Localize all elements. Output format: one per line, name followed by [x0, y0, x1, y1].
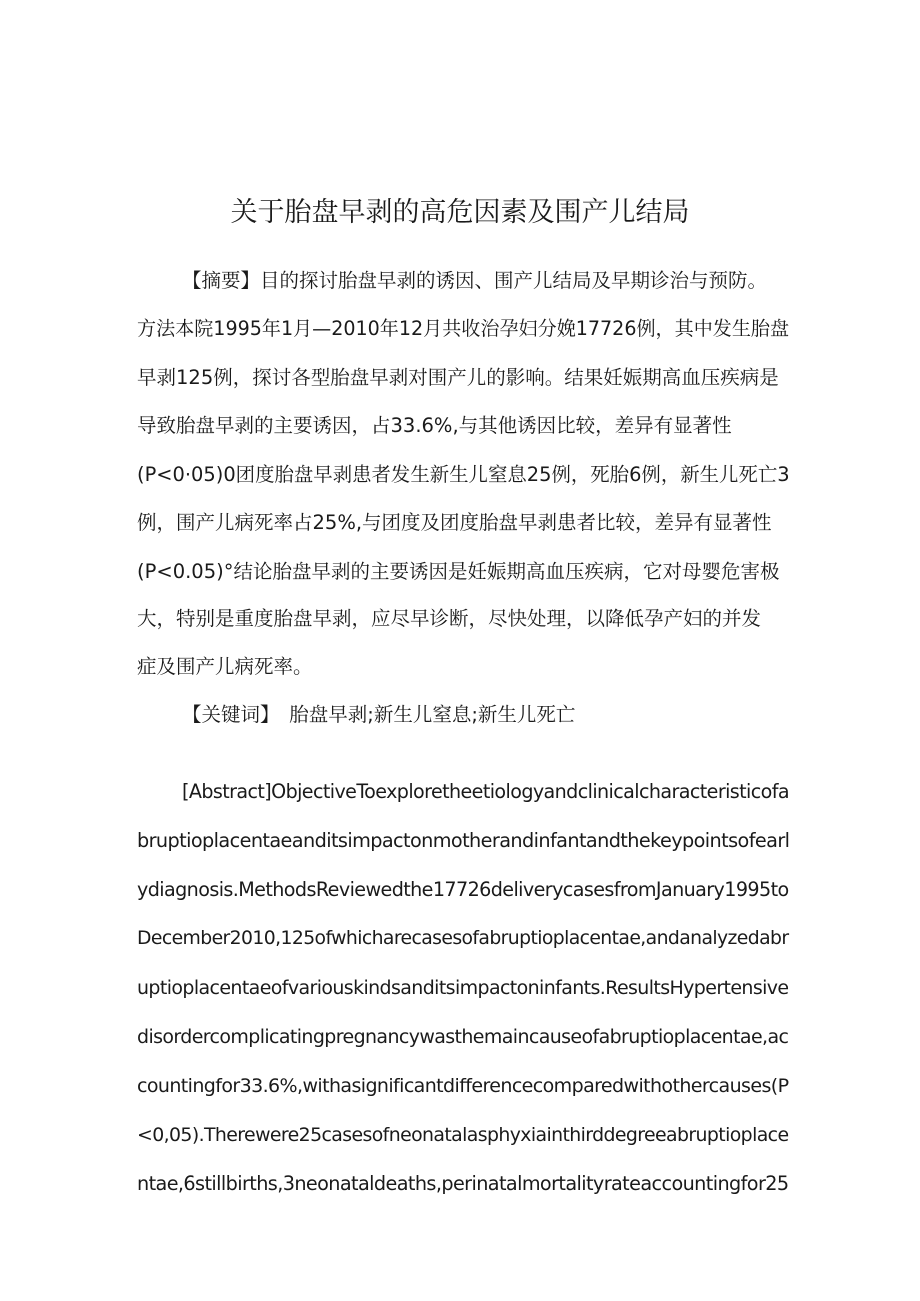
abstract-en-line: <0,05).Therewere25casesofneonatalasphyxiainthirddegreeabruptioplace: [137, 1124, 789, 1146]
page-title: 关于胎盘早剥的高危因素及围产儿结局: [230, 197, 690, 228]
abstract-cn-line: (P<0·05)0团度胎盘早剥患者发生新生儿窒息25例，死胎6例，新生儿死亡3: [137, 463, 790, 486]
abstract-en-line: ntae,6stillbirths,3neonataldeaths,perinatalmortalityrateaccountingfor25: [137, 1172, 789, 1195]
abstract-cn-line: 导致胎盘早剥的主要诱因，占33.6%,与其他诱因比较，差异有显著性: [137, 414, 732, 437]
abstract-cn-line: 大，特别是重度胎盘早剥，应尽早诊断，尽快处理，以降低孕产妇的并发: [137, 607, 762, 630]
abstract-en-line: December2010,125ofwhicharecasesofabruptioplacentae,andanalyzedabr: [137, 928, 789, 949]
abstract-cn-line: 例，围产儿病死率占25%,与团度及团度胎盘早剥患者比较，差异有显著性: [137, 511, 772, 534]
abstract-cn-line: 早剥125例，探讨各型胎盘早剥对围产儿的影响。结果妊娠期高血压疾病是: [137, 366, 779, 389]
abstract-en-line: ydiagnosis.MethodsReviewedthe17726deliverycasesfromJanuary1995to: [137, 878, 789, 901]
abstract-en-line: uptioplacentaeofvariouskindsanditsimpactoninfants.ResultsHypertensive: [137, 977, 789, 999]
abstract-en-line: countingfor33.6%,withasignificantdifferencecomparedwithothercauses(P: [137, 1075, 789, 1097]
abstract-en-line: [Abstract]ObjectiveToexploretheetiologyandclinicalcharacteristicofa: [182, 780, 789, 803]
keywords: 【关键词】 胎盘早剥;新生儿窒息;新生儿死亡: [182, 703, 576, 726]
abstract-cn-line: 症及围产儿病死率。: [137, 655, 313, 678]
abstract-en-line: disordercomplicatingpregnancywasthemaincauseofabruptioplacentae,ac: [137, 1026, 789, 1048]
abstract-cn-line: 方法本院1995年1月—2010年12月共收治孕妇分娩17726例，其中发生胎盘: [137, 317, 790, 340]
abstract-en-line: bruptioplacentaeanditsimpactonmotherandinfantandthekeypointsofearl: [137, 829, 790, 852]
abstract-cn-line: 【摘要】目的探讨胎盘早剥的诱因、围产儿结局及早期诊治与预防。: [182, 269, 768, 292]
abstract-cn-line: (P<0.05)°结论胎盘早剥的主要诱因是妊娠期高血压疾病，它对母婴危害极: [137, 560, 780, 583]
